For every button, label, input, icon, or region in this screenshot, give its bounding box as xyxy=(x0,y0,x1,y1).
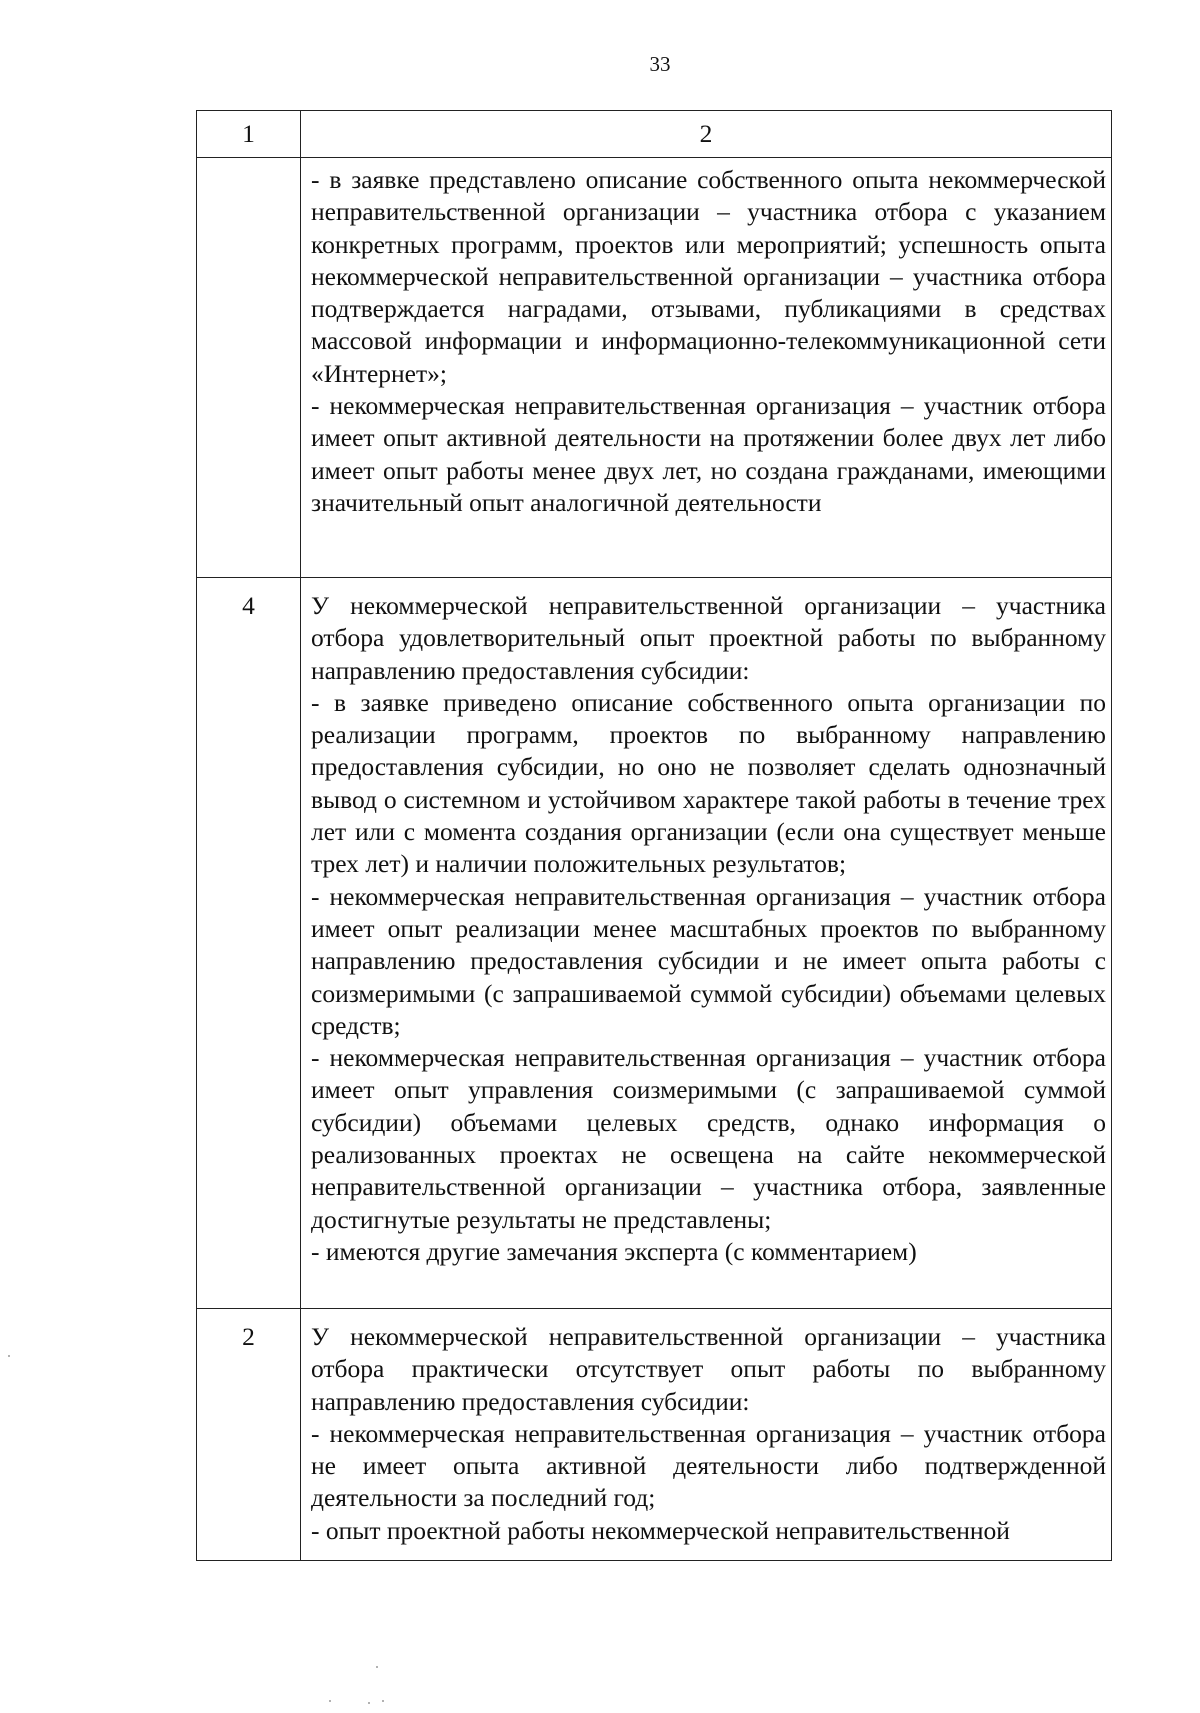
table-header-row xyxy=(197,111,1112,158)
criteria-paragraph: - некоммерческая неправительственная организация – участник отбора имеет опыт реализации менее масштабных проектов по выбранному направлению предоставления субсидии и не имеет опыта работы с соизмеримыми (с запрашиваемой суммой субсидии) объемами целевых средств; xyxy=(311,881,1106,1040)
description-cell xyxy=(301,158,1112,578)
column-header-description: 2 xyxy=(301,111,1112,158)
table-row xyxy=(197,158,1112,578)
criteria-paragraph: У некоммерческой неправительственной организации – участника отбора удовлетворительный опыт проектной работы по выбранному направлению предоставления субсидии: xyxy=(311,591,1106,685)
criteria-paragraph: - в заявке представлено описание собственного опыта некоммерческой неправительственной организации – участника отбора с указанием конкретных программ, проектов или мероприятий; успешность опыта некоммерческой неправительственной организации – участника отбора подтверждается наградами, отзывами, публикациями в средствах массовой информации и информационно-телекоммуникационной сети «Интернет»; xyxy=(311,165,1106,388)
column-header-score: 1 xyxy=(197,111,301,158)
criteria-paragraph: У некоммерческой неправительственной организации – участника отбора практически отсутствует опыт работы по выбранному направлению предоставления субсидии: xyxy=(311,1322,1106,1416)
table-row xyxy=(197,578,1112,1309)
scan-artifact-dot xyxy=(376,1666,378,1668)
scan-artifact-dot xyxy=(329,1700,331,1702)
criteria-table xyxy=(196,110,1112,1561)
criteria-paragraph: - опыт проектной работы некоммерческой неправительственной xyxy=(311,1515,1010,1545)
scan-artifact-dot xyxy=(368,1702,370,1704)
criteria-paragraph: - некоммерческая неправительственная организация – участник отбора имеет опыт управления соизмеримыми (с запрашиваемой суммой субсидии) объемами целевых средств, однако информация о реализованных проектах не освещена на сайте некоммерческой неправительственной организации – участника отбора, заявленные достигнутые результаты не представлены; xyxy=(311,1043,1106,1234)
table-row xyxy=(197,1309,1112,1561)
criteria-paragraph: - некоммерческая неправительственная организация – участник отбора имеет опыт активной деятельности на протяжении более двух лет либо имеет опыт работы менее двух лет, но создана гражданами, имеющими значительный опыт аналогичной деятельности xyxy=(311,391,1106,517)
score-cell xyxy=(197,158,301,578)
score-cell: 4 xyxy=(197,578,301,1309)
criteria-paragraph: - некоммерческая неправительственная организация – участник отбора не имеет опыта активной деятельности либо подтвержденной деятельности за последний год; xyxy=(311,1418,1106,1513)
criteria-paragraph: - в заявке приведено описание собственного опыта организации по реализации программ, проектов по выбранному направлению предоставления субсидии, но оно не позволяет сделать однозначный вывод о системном и устойчивом характере такой работы в течение трех лет или с момента создания организации (если она существует меньше трех лет) и наличии положительных результатов; xyxy=(311,687,1106,879)
page-number: 33 xyxy=(649,52,671,76)
criteria-paragraph: - имеются другие замечания эксперта (с комментарием) xyxy=(311,1236,917,1266)
score-cell: 2 xyxy=(197,1309,301,1561)
scan-artifact-dot xyxy=(8,1355,10,1357)
description-cell xyxy=(301,578,1112,1309)
description-cell xyxy=(301,1309,1112,1561)
scan-artifact-dot xyxy=(382,1700,384,1702)
